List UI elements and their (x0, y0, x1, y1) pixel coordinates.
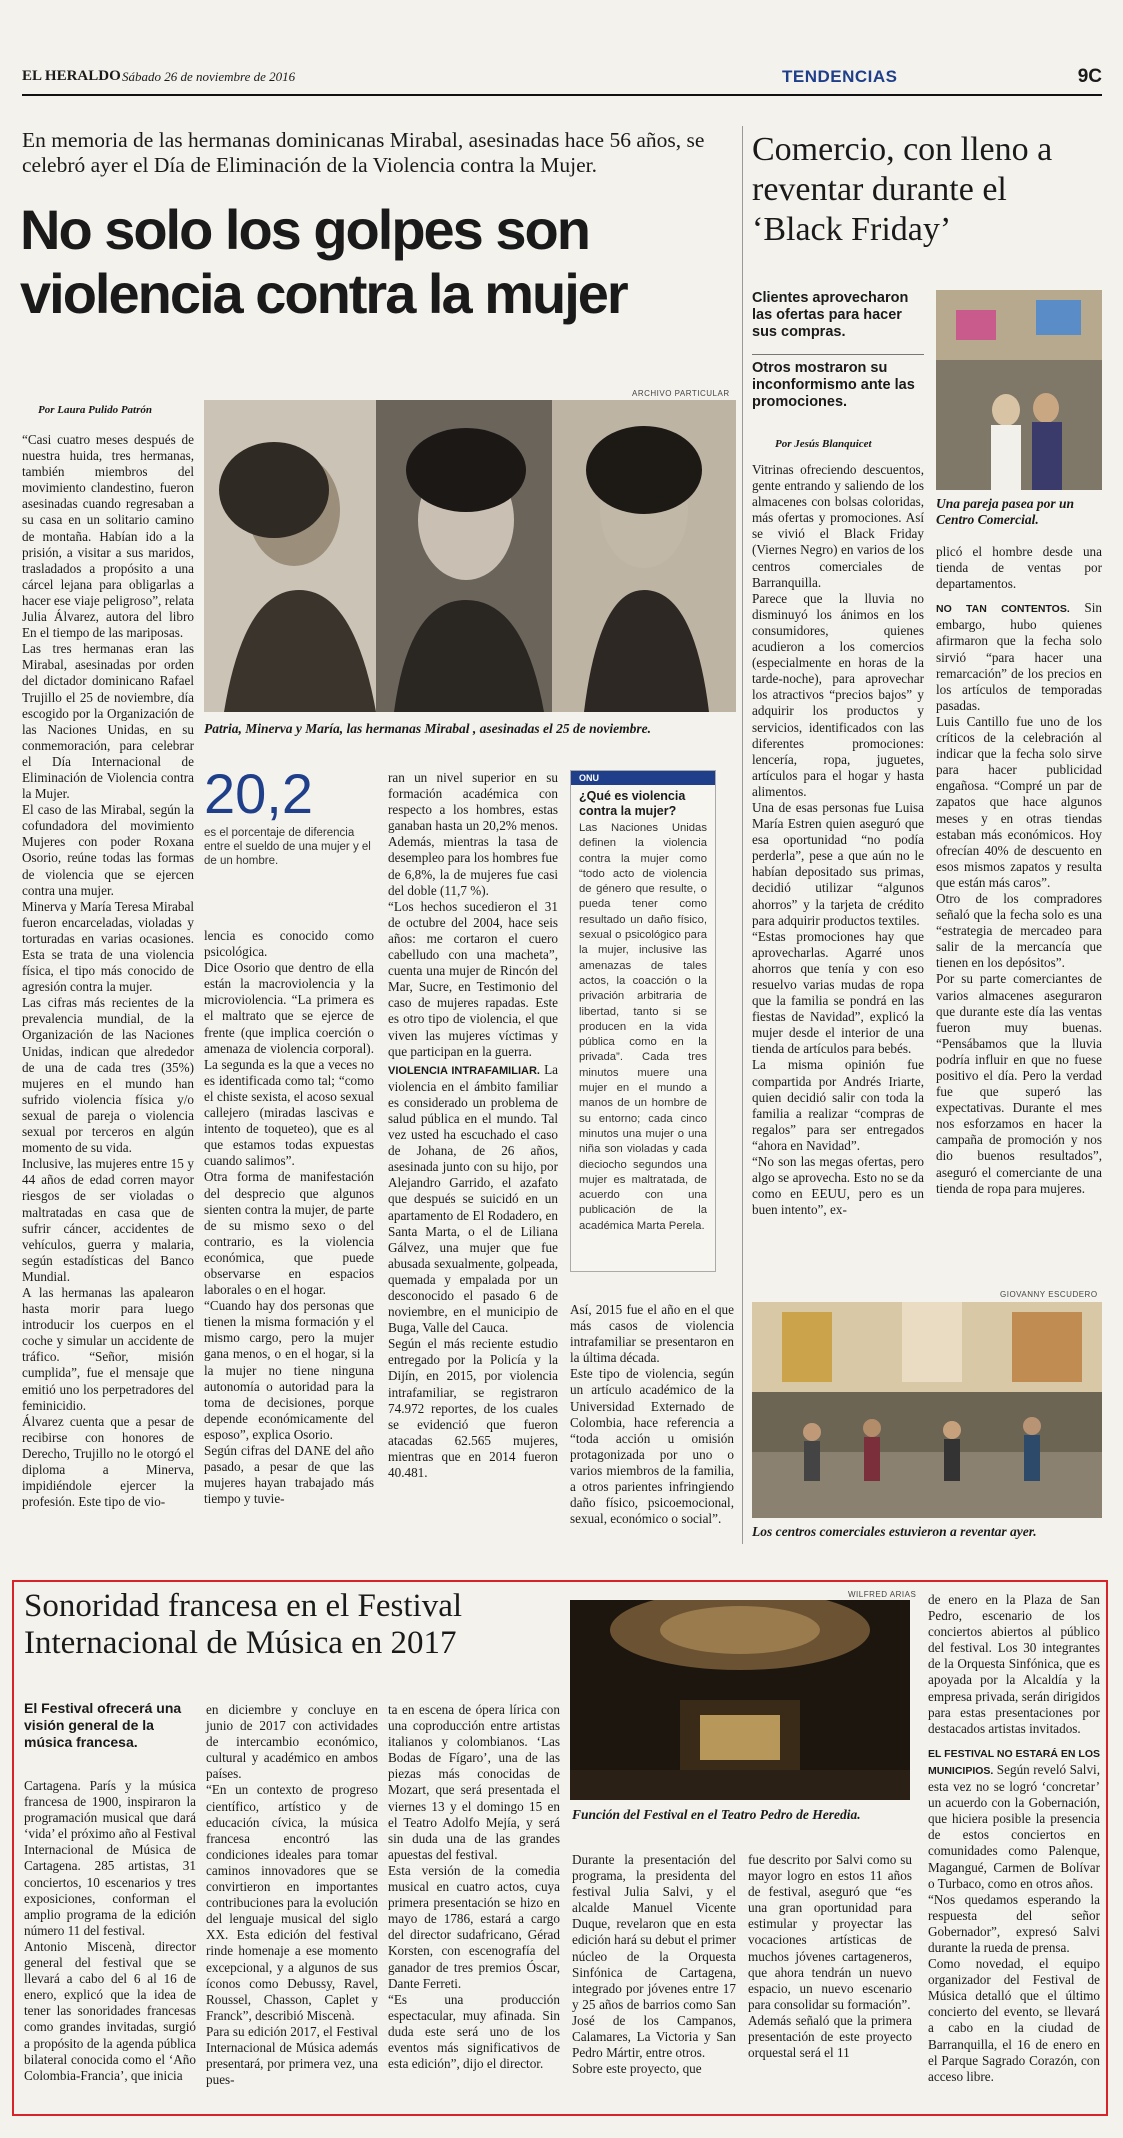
festival-headline: Sonoridad francesa en el Festival Internacional de Música en 2017 (24, 1588, 463, 1661)
main-col-4-text: Así, 2015 fue el año en el que más casos de violencia intrafamiliar se presentaron en la última década. Este tipo de violencia, según un artículo académico de la Universidad Externado de Colombia, hace referencia a “toda acción u omisión protagonizada por uno o varios miembros de la familia, a otros parientes infringiendo daño físico, psicoemocional, sexual, económico o social”. (570, 1302, 734, 1527)
paper-name: EL HERALDO (22, 68, 121, 84)
sidebar-body: Las Naciones Unidas definen la violencia contra la mujer como “todo acto de violencia de género que resulte, o pueda tener como resultado un daño físico, sexual o psicológico para la mujer, inclusive las amenazas de tales actos, la coacción o la privación arbitraria de libertad, tanto si se producen en la vida pública como en la privada”. Cada tres minutos muere una mujer en el mundo a manos de un hombre de su entorno; cada cinco minutos una mujer o una niña son violadas y cada dieciocho segundos una mujer es maltratada, de acuerdo con una publicación de la académica Marta Perela. (579, 822, 707, 1232)
mall-crowd-photo (752, 1302, 1102, 1518)
bf-col-2 (936, 544, 1102, 1197)
festival-col-4 (572, 1852, 736, 2077)
festival-col-6-body (928, 1745, 1100, 2085)
main-col-2 (204, 928, 374, 1507)
bf-col-1 (752, 462, 924, 1218)
bf-headline: Comercio, con lleno a reventar durante el ‘Black Friday’ (752, 131, 1053, 248)
festival-col-5-text: fue descrito por Salvi como su mayor logro en estos 11 años de festival, aseguró que “es una gran oportunidad para estimular y proyectar las vocaciones artísticas de muchos jóvenes cartageneros, que ahora tendrán un nuevo espacio, un nuevo escenario para consolidar su formación”. Además señaló que la primera presentación de este proyecto orquestal será el 11 (748, 1852, 912, 2061)
main-col-3-body (388, 1062, 558, 1481)
masthead (22, 68, 1102, 92)
bf-col-2-subhead: NO TAN CONTENTOS. (936, 603, 1070, 616)
festival-sub: El Festival ofrecerá una visión general de la música francesa. (24, 1700, 182, 1750)
festival-col-6-subhead: EL FESTIVAL NO ESTARÁ EN LOS MUNICIPIOS. (928, 1747, 1100, 1777)
stat-text: es el porcentaje de diferencia entre el sueldo de una mujer y el de un hombre. (204, 827, 371, 867)
festival-col-6-rest: Según reveló Salvi, esta vez no se logró ‘concretar’ un acuerdo con la Gobernación, que hiciera posible la presencia de estos conciertos en comunidades como Palenque, Magangué, Carmen de Bolívar o Turbaco, como en otros años. “Nos quedamos esperando la respuesta del señor Gobernador”, expresó Salvi durante la rueda de prensa. Como novedad, el equipo organizador del Festival de Música detalló que el último concierto del evento, se llevará a cabo en la ciudad de Barranquilla, el 16 de enero en el Parque Sagrado Corazón, con acceso libre. (928, 1761, 1100, 2084)
festival-col-3 (388, 1702, 560, 2072)
festival-col-5 (748, 1852, 912, 2061)
stat-number: 20,2 (204, 762, 313, 825)
sidebar-tag: ONU (571, 771, 715, 785)
mall-crowd-caption: Los centros comerciales estuvieron a reventar ayer. (752, 1524, 1037, 1539)
bf-byline: Por Jesús Blanquicet (775, 438, 872, 450)
theater-caption: Función del Festival en el Teatro Pedro de Heredia. (572, 1807, 861, 1822)
bf-sub-rule (752, 354, 924, 355)
main-col-3-rest: La violencia en el ámbito familiar es considerado un problema de salud pública en el mundo. Tal vez usted ha escuchado el caso de Johana, de 26 años, asesinada junto con su hijo, por Alejandro Garrido, el azafato que después se suicidó en un apartamento de El Rodadero, en Santa Marta, o el de Liliana Gálvez, una mujer que fue abusada sexualmente, golpeada, quemada y empalada por un desconocido el pasado 6 de noviembre, en el municipio de Buga, Valle del Cauca. Según el más reciente estudio entregado por la Policía y la Dijín, en 2015, por violencia intrafamiliar, se registraron 74.972 reportes, de los cuales se evidenció que fueron atacadas 62.565 mujeres, mientras que en 2014 fueron 40.481. (388, 1061, 558, 1481)
section-name: TENDENCIAS (782, 67, 898, 86)
main-col-1-text: “Casi cuatro meses después de nuestra huida, tres hermanas, también miembros del movimiento clandestino, fueron asesinadas cuando regresaban a su casa en un solitario camino de montaña. Habían ido a la prisión, a visitar a sus maridos, trasladados a propósito a una cárcel lejana para obligarlas a hacer ese viaje peligroso”, relata Julia Álvarez, autora del libro En el tiempo de las mariposas. Las tres hermanas eran las Mirabal, asesinadas por orden del dictador dominicano Rafael Trujillo el 25 de noviembre, día escogido por la Organización de las Naciones Unidas, en su conmemoración, para celebrar el Día Internacional de Eliminación de Violencia contra la Mujer. El caso de las Mirabal, según la cofundadora del movimiento Mujeres con poder Roxana Osorio, reúne todas las formas de violencia que se ejercen contra una mujer. Minerva y María Teresa Mirabal fueron encarceladas, violadas y torturadas en varias ocasiones. Esta se trata de una violencia física, el tipo más conocido de agresión contra la mujer. Las cifras más recientes de la prevalencia mundial, de la Organización de las Naciones Unidas, indican que alrededor de una de cada tres (35%) mujeres en el mundo han sufrido violencia física y/o sexual de pareja o violencia sexual por terceros en algún momento de su vida. Inclusive, las mujeres entre 15 y 44 años de edad corren mayor riesgos de ser violadas o maltratadas en casa que de sufrir cáncer, accidentes de vehículos, guerra y malaria, según estadísticas del Banco Mundial. A las hermanas las apalearon hasta morir para luego introducir los cuerpos en el coche y simular un accidente de tráfico. “Señor, misión cumplida”, fue el mensaje que emitió uno los perpetradores del feminicidio. Álvarez cuenta que a pesar de recibirse con honores de Derecho, Trujillo no le otorgó el diploma a Minerva, impidiéndole ejercer la profesión. Este tipo de vio- (22, 432, 194, 1510)
festival-col-6-lead: de enero en la Plaza de San Pedro, escenario de los conciertos abiertos al público del festival. Los 30 integrantes de la Orquesta Sinfónica, que es apoyada por la Alcaldía y la empresa privada, serán dirigidos para estas presentaciones por destacados artistas invitados. (928, 1592, 1100, 1736)
festival-col-4-text: Durante la presentación del programa, la presidenta del festival Julia Salvi, y el alcalde Manuel Vicente Duque, revelaron que en esta edición hará su debut el primer núcleo de la Orquesta Sinfónica de Cartagena, integrado por jóvenes entre 17 y 25 años de barrios como San José de los Campanos, Calamares, La Victoria y San Pedro Mártir, entre otros. Sobre este proyecto, que (572, 1852, 736, 2077)
main-col-3-lead: ran un nivel superior en su formación académica con respecto a los hombres, estas ganaban hasta un 20,2% menos. Además, mientras la tasa de desempleo para los hombres fue de 6,8%, la de mujeres fue casi del doble (11,7 %). “Los hechos sucedieron el 31 de octubre del 2004, hace seis años: me cortaron el cuero cabelludo con una macheta”, cuenta una mujer de Rincón del Mar, Sucre, en Testimonio del caso de mujeres rapadas. Este es otro tipo de violencia, el que viven las mujeres víctimas y que participan en la guerra. (388, 770, 558, 1059)
main-col-4 (570, 1302, 734, 1527)
main-photo-caption: Patria, Minerva y María, las hermanas Mirabal , asesinadas el 25 de noviembre. (204, 721, 652, 736)
festival-col-3-text: ta en escena de ópera lírica con una coproducción entre artistas italianos y colombianos. ‘Las Bodas de Fígaro’, una de las piezas más conocidas de Mozart, que será presentada el viernes 13 y el domingo 15 en el Teatro Adolfo Mejía, y será sin duda una de las grandes apuestas del festival. Esta versión de la comedia musical en cuatro actos, cuya primera presentación se hizo en mayo de 1786, estará a cargo del director sudafricano, Gérad Korsten, con escenografía del ganador de tres premios Óscar, Dante Ferreti. “Es una producción espectacular, muy afinada. Sin duda este será uno de los eventos más significativos de esta edición”, dijo el director. (388, 1702, 560, 2072)
mirabal-sisters-photo (204, 400, 736, 712)
main-col-3-subhead: VIOLENCIA INTRAFAMILIAR. (388, 1064, 540, 1077)
issue-date: Sábado 26 de noviembre de 2016 (122, 69, 296, 84)
festival-col-1-text: Cartagena. París y la música francesa de 1900, inspiraron la programación musical que dará ‘vida’ el próximo año al Festival Internacional de Música de Cartagena. 285 artistas, 31 conciertos, 10 escenarios y tres exposiciones, conforman el amplio programa de la edición número 11 del festival. Antonio Miscenà, director general del festival que se llevará a cabo del 6 al 16 de enero, explicó que la idea de tener las sonoridades francesas como grandes invitadas, surgió a propósito de la agenda pública bilateral conocida como el ‘Año Colombia-Francia’, que inicia (24, 1778, 196, 2083)
bf-col-2-rest: Sin embargo, hubo quienes afirmaron que la fecha solo sirvió “para hacer una remarcación” de los precios en los artículos de temporadas pasadas. Luis Cantillo fue uno de los críticos de la celebración al indicar que la fecha solo sirve para hacer publicidad engañosa. “Compré un par de zapatos que hace algunos meses y en otras tiendas estaban más económicos. Hoy ofrecían 40% de descuento en esos mismos zapatos y resulta que están más caros”. Otro de los compradores señaló que la fecha solo es una “estrategia de mercadeo para salir de la mercancía que tienen en los depósitos”. Por su parte comerciantes de varios almacenes aseguraron que durante este día las ventas fueron muy buenas. “Pensábamos que la lluvia podría influir en que no fuese positivo el día. Pero la verdad fue que superó las expectativas. Durante el mes nos esforzamos en hacer la campaña de promoción y nos dio buenos resultados”, aseguró el comerciante de una tienda de ropa para mujeres. (936, 600, 1102, 1196)
main-col-2-text: lencia es conocido como psicológica. Dice Osorio que dentro de ella están la macroviolencia y la microviolencia. “La primera es el maltrato que se ejerce de frente (que implica coerción o amenaza de violencia corporal). La segunda es la que a veces no es identificada como tal; “como el chiste sexista, el acoso sexual callejero (miradas lascivas e intento de toqueteo), que es al que estamos todas expuestas cuando salimos”. Otra forma de manifestación del desprecio que algunos sienten contra la mujer, de parte de su mismo sexo o del contrario, es la violencia económica, que puede observarse en espacios laborales o en el hogar. “Cuando hay dos personas que tienen la misma formación y el mismo cargo, pero la mujer gana menos, o en el hogar, si la la mujer no tiene ninguna autonomía o autoridad para la toma de decisiones, porque depende económicamente del esposo”, explica Osorio. Según cifras del DANE del año pasado, a pesar de que las mujeres hayan trabajado más tiempo y tuvie- (204, 928, 374, 1507)
masthead-rule (22, 94, 1102, 96)
sidebar-question: ¿Qué es violencia contra la mujer? (579, 789, 686, 818)
bf-sub-1: Clientes aprovecharon las ofertas para hacer sus compras. (752, 290, 909, 340)
bf-sub-2: Otros mostraron su inconformismo ante las promociones. (752, 360, 915, 410)
mall-photo-credit: GIOVANNY ESCUDERO (1000, 1290, 1098, 1299)
bf-col-2-body (936, 600, 1102, 1196)
main-byline: Por Laura Pulido Patrón (38, 404, 152, 416)
mall-couple-caption: Una pareja pasea por un Centro Comercial. (936, 496, 1075, 527)
bf-col-2-lead: plicó el hombre desde una tienda de ventas por departamentos. (936, 544, 1102, 592)
main-col-3 (388, 770, 558, 1481)
festival-photo-credit: WILFRED ARIAS (848, 1590, 917, 1599)
main-kicker: En memoria de las hermanas dominicanas Mirabal, asesinadas hace 56 años, se celebró ayer el Día de Eliminación de la Violencia contra la Mujer. (22, 128, 705, 177)
festival-col-2-text: en diciembre y concluye en junio de 2017 con actividades de intercambio económico, cultural y académico en ambos países. “En un contexto de progreso científico, artístico y de educación cívica, la música francesa encontró las condiciones ideales para tomar caminos innovadores que se convirtieron en importantes contribuciones para la evolución del lenguaje musical del siglo XX. Esta edición del festival rinde homenaje a ese momento excepcional, y a algunos de sus íconos como Debussy, Ravel, Roussel, Chasson, Caplet y Franck”, describió Miscenà. Para su edición 2017, el Festival Internacional de Música además presentará, por primera vez, una pues- (206, 1702, 378, 2088)
bf-col-1-text: Vitrinas ofreciendo descuentos, gente entrando y saliendo de los almacenes con bolsas coloridas, más ofertas y promociones. Así se vivió el Black Friday (Viernes Negro) en varios de los centros comerciales de Barranquilla. Parece que la lluvia no disminuyó los ánimos en los consumidores, quienes acudieron a los comercios (especialmente en horas de la tarde-noche), para aprovechar los atractivos “precios bajos” y adquirir los productos y servicios, identificados con las diferentes promociones: lencería, ropa, juguetes, artículos para el hogar y hasta alimentos. Una de esas personas fue Luisa María Estren quien aseguró que esa oportunidad “no podía perderla”, pese a que aún no le habían depositado sus primas, decidió utilizar “algunos ahorros” y la tarjeta de crédito para adquirir productos textiles. “Estas promociones hay que aprovecharlas. Agarré unos ahorros que tenía y con eso resuelvo varias mudas de ropa que la familia se pondrá en las fiestas de Navidad”, explicó la mujer desde el interior de una tienda de artículos para bebés. La misma opinión fue compartida por Andrés Iriarte, quien decidió salir con toda la familia a realizar “compras de regalos” para ser entregados “ahora en Navidad”. “No son las megas ofertas, pero algo se aprovecha. Esto no se da como en EEUU, pero es un buen intento”, ex- (752, 462, 924, 1218)
festival-col-1 (24, 1778, 196, 2084)
stat-box (204, 762, 374, 868)
festival-col-6 (928, 1592, 1100, 2085)
column-divider (742, 126, 743, 1544)
onu-sidebar (570, 770, 716, 1272)
main-headline: No solo los golpes son violencia contra la mujer (20, 198, 627, 325)
theater-photo (570, 1600, 910, 1800)
festival-col-2 (206, 1702, 378, 2088)
page-number: 9C (1077, 66, 1102, 87)
mall-couple-photo (936, 290, 1102, 490)
main-col-1 (22, 432, 194, 1510)
main-photo-credit: ARCHIVO PARTICULAR (632, 389, 730, 398)
